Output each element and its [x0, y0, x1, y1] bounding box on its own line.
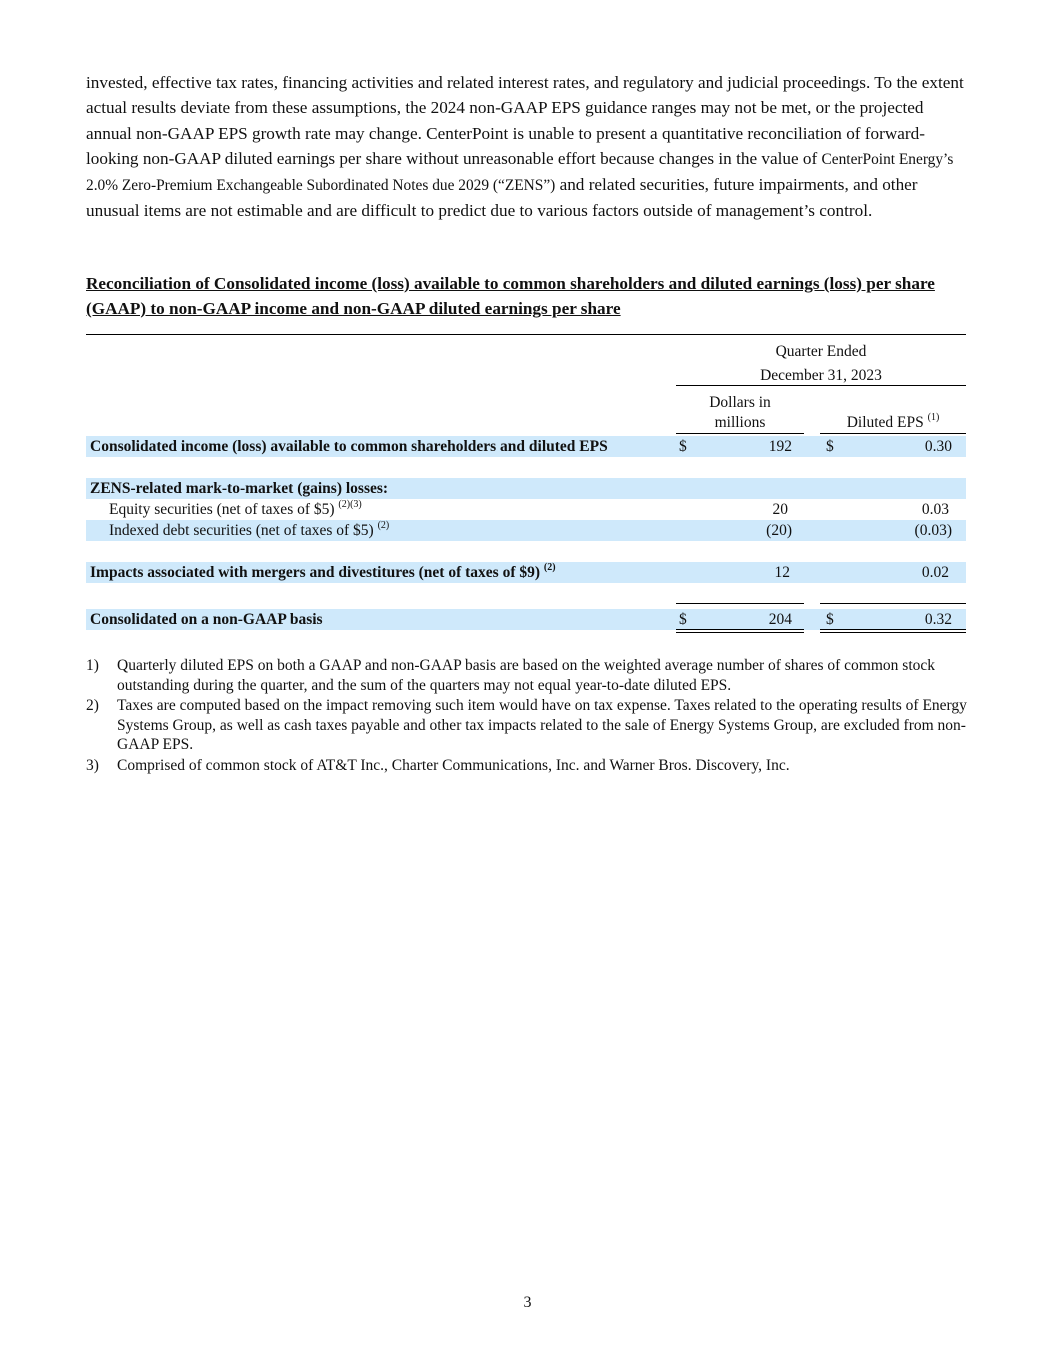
footnote-3-number: 3) [86, 757, 99, 774]
period-header-line2: December 31, 2023 [760, 367, 882, 384]
section-heading: Reconciliation of Consolidated income (loss) available to common shareholders and diluted earnings (loss) per share (GAAP) to non-GAAP income and non-GAAP diluted earnings per share [86, 274, 935, 318]
row-label-mergers-text: Impacts associated with mergers and divestitures (net of taxes of $9) [90, 564, 541, 581]
total-dollars-double-rule-1 [676, 629, 804, 630]
row-label-indexed-debt-text: Indexed debt securities (net of taxes of $5) [109, 522, 374, 539]
row-mergers-eps: 0.02 [921, 564, 949, 581]
row-label-mergers-note: (2) [543, 561, 556, 573]
row-non-gaap-dollars: 204 [768, 611, 792, 628]
footnote-3 [86, 756, 971, 776]
footnote-1 [86, 656, 971, 695]
row-label-indexed-debt [109, 521, 389, 541]
total-eps-double-rule-2 [820, 632, 966, 633]
row-non-gaap-eps: 0.32 [924, 611, 952, 628]
intro-text-3: and related securities, future impairments, and other unusual items are not estimable and are difficult to predict due to various factors outside of management’s control. [86, 175, 918, 221]
total-eps-top-rule [820, 603, 966, 604]
row-label-zens: ZENS-related mark-to-market (gains) losses: [90, 480, 389, 497]
row-indexed-debt-eps: (0.03) [914, 522, 952, 539]
footnote-2 [86, 696, 971, 755]
row-mergers-dollars: 12 [774, 564, 790, 581]
row-label-equity-text: Equity securities (net of taxes of $5) [109, 501, 335, 518]
row-label-mergers [90, 563, 556, 583]
col-eps-rule [820, 433, 966, 434]
page-number: 3 [523, 1294, 532, 1311]
row-label-indexed-debt-note: (2) [377, 519, 390, 531]
row-equity-eps: 0.03 [921, 501, 949, 518]
col-eps-header [820, 413, 966, 433]
row-label-gaap: Consolidated income (loss) available to common shareholders and diluted EPS [90, 438, 608, 455]
row-label-non-gaap: Consolidated on a non-GAAP basis [90, 611, 323, 628]
col-dollars-header-line1: Dollars in [709, 394, 771, 411]
row-non-gaap-eps-sign: $ [826, 611, 834, 628]
total-dollars-top-rule [676, 603, 804, 604]
col-dollars-header-line2: millions [714, 414, 766, 431]
intro-text-1: invested, effective tax rates, financing activities and related interest rates, and regulatory and judicial proceedings. To the extent actual results deviate from these assumptions, the 2024 non-GAAP EPS guidance ranges may not be met, or the projected annual non-GAAP EPS growth rate may change. CenterPoint is unable to present a quantitative reconciliation of forward-looking non-GAAP diluted earnings per share without unreasonable effort because changes in the value of [86, 73, 964, 168]
intro-text-2: CenterPoint Energy’s 2.0% Zero-Premium Exchangeable Subordinated Notes due 2029 (“ZENS”) [86, 150, 954, 195]
table-top-rule [86, 334, 966, 335]
row-indexed-debt-dollars: (20) [766, 522, 792, 539]
footnote-1-number: 1) [86, 657, 99, 674]
period-header-line1: Quarter Ended [775, 343, 867, 360]
total-dollars-double-rule-2 [676, 632, 804, 633]
row-gaap-dollars: 192 [768, 438, 792, 455]
row-gaap-dollar-sign: $ [679, 438, 687, 455]
row-label-equity [109, 500, 362, 520]
footnote-2-number: 2) [86, 697, 99, 714]
row-non-gaap-dollar-sign: $ [679, 611, 687, 628]
footnote-3-text: Comprised of common stock of AT&T Inc., Charter Communications, Inc. and Warner Bros. Discovery, Inc. [117, 757, 790, 774]
row-equity-dollars: 20 [772, 501, 788, 518]
row-label-equity-note: (2)(3) [338, 498, 362, 510]
footnote-2-text: Taxes are computed based on the impact removing such item would have on tax expense. Taxes related to the operating results of Energy Systems Group, as well as cash taxes payable and other tax impacts related to the sale of Energy Systems Group, are excluded from non-GAAP EPS. [117, 697, 967, 753]
footnote-1-text: Quarterly diluted EPS on both a GAAP and non-GAAP basis are based on the weighted average number of shares of common stock outstanding during the quarter, and the sum of the quarters may not equal year-to-date diluted EPS. [117, 657, 936, 694]
period-header-rule [676, 385, 966, 386]
col-eps-header-label: Diluted EPS [846, 414, 924, 431]
col-dollars-rule [676, 433, 804, 434]
row-gaap-eps: 0.30 [924, 438, 952, 455]
total-eps-double-rule-1 [820, 629, 966, 630]
row-gaap-eps-sign: $ [826, 438, 834, 455]
col-eps-header-note: (1) [927, 411, 940, 423]
intro-paragraph [86, 70, 971, 224]
